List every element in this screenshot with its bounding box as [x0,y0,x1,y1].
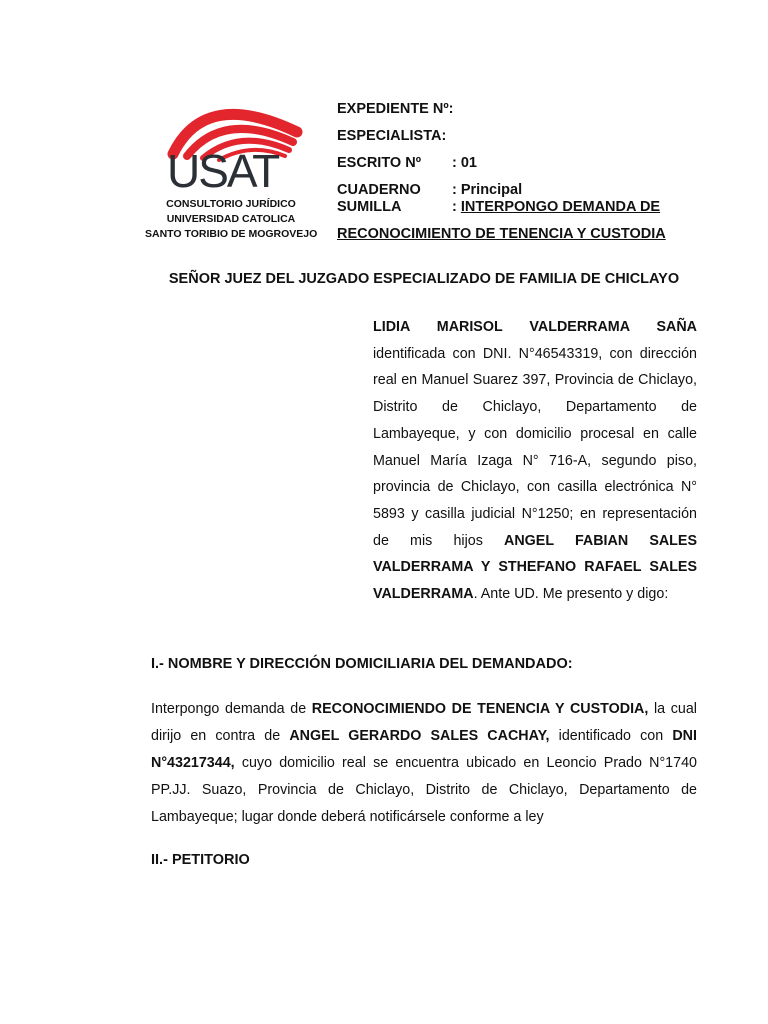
logo-line-3: SANTO TORIBIO DE MOGROVEJO [145,228,318,240]
escrito-field [337,155,477,171]
cuaderno-field [337,182,523,198]
sumilla-value-line-1: INTERPONGO DEMANDA DE [460,199,661,215]
section-1-heading: I.- NOMBRE Y DIRECCIÓN DOMICILIARIA DEL DEMANDADO: [151,656,573,672]
body-text: Interpongo demanda de [151,701,312,717]
claim-type: RECONOCIMIENDO DE TENENCIA Y CUSTODIA, [311,701,649,717]
section-2-heading: II.- PETITORIO [151,852,250,868]
expediente-label: EXPEDIENTE Nº: [337,101,454,117]
escrito-value: : 01 [452,155,477,171]
usat-logo [145,92,317,242]
sumilla-colon: : [452,199,461,215]
escrito-label: ESCRITO Nº [337,155,421,171]
plaintiff-name: LIDIA MARISOL VALDERRAMA SAÑA [373,319,697,335]
children-names: ANGEL FABIAN SALES VALDERRAMA Y STHEFANO RAFAEL SALES VALDERRAMA [373,532,697,603]
body-text: la cual dirijo en contra de [151,701,697,744]
logo-line-1: CONSULTORIO JURÍDICO [166,198,296,210]
section-1-body [151,696,697,831]
defendant-name: ANGEL GERARDO SALES CACHAY, [289,728,550,744]
cuaderno-value: : Principal [452,182,523,198]
sumilla-label: SUMILLA [337,199,402,215]
expediente-field [337,101,453,117]
especialista-label: ESPECIALISTA: [337,128,447,144]
body-text: identificado con [549,728,673,744]
logo-wordmark: USAT [167,145,279,197]
defendant-address: cuyo domicilio real se encuentra ubicado en Leoncio Prado N°1740 PP.JJ. Suazo, Provincia de Chiclayo, Distrito de Chiclayo, Departamento de Lambayeque; lugar donde deberá notificársele conforme a ley [151,755,697,825]
especialista-field [337,128,446,144]
plaintiff-details: identificada con DNI. N°46543319, con dirección real en Manuel Suarez 397, Provincia de Chiclayo, Distrito de Chiclayo, Departamento de Lambayeque, y con domicilio procesal en calle Manuel María Izaga N° 716-A, segundo piso, provincia de Chiclayo, con casilla electrónica N° 5893 y casilla judicial N°1250; en representación de mis hijos [373,345,697,549]
plaintiff-closing: . Ante UD. Me presento y digo: [473,586,669,603]
sumilla-field [337,199,661,215]
addressee: SEÑOR JUEZ DEL JUZGADO ESPECIALIZADO DE FAMILIA DE CHICLAYO [168,271,680,287]
plaintiff-paragraph [373,314,697,608]
logo-line-2: UNIVERSIDAD CATOLICA [166,213,296,225]
sumilla-value [452,199,660,215]
cuaderno-label: CUADERNO [337,182,421,198]
sumilla-value-line-2: RECONOCIMIENTO DE TENENCIA Y CUSTODIA [337,226,666,242]
defendant-dni: DNI N°43217344, [151,728,697,771]
